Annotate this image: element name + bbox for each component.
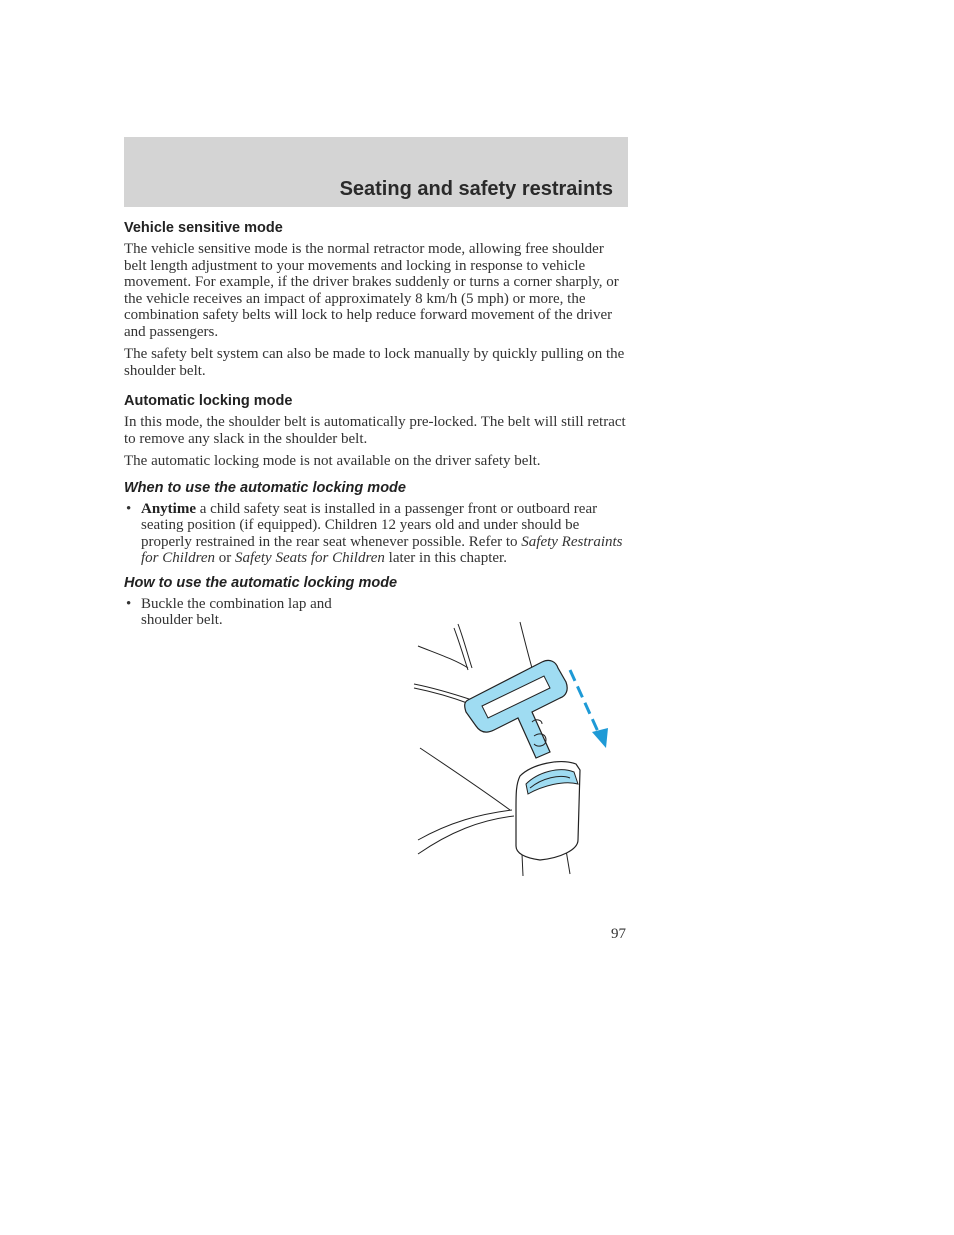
automatic-locking-paragraph-1: In this mode, the shoulder belt is automatically pre-locked. The belt will still retract to remove any slack in the shoulder belt. [124,414,626,447]
vehicle-sensitive-paragraph-1: The vehicle sensitive mode is the normal retractor mode, allowing free shoulder belt length adjustment to your movements and locking in response to vehicle movement. For example, if the driver brakes suddenly or turns a corner sharply, or the vehicle receives an impact of approximately 8 km/h (5 mph) or more, the combination safety belts will lock to help reduce forward movement of the driver and passengers. [124,241,619,340]
buckle-tongue [465,660,567,758]
page-number: 97 [611,926,626,942]
vehicle-sensitive-paragraph-2: The safety belt system can also be made to lock manually by quickly pulling on the shoulder belt. [124,346,625,379]
seatbelt-buckle-icon [410,618,620,880]
header-band [124,137,628,207]
when-to-use-heading: When to use the automatic locking mode [124,479,406,496]
anytime-label: Anytime [141,500,196,517]
list-item [124,596,371,629]
bullet-marker: • [126,500,132,517]
how-to-use-heading: How to use the automatic locking mode [124,574,398,591]
vehicle-sensitive-heading: Vehicle sensitive mode [124,220,283,236]
item-text: Buckle the combination lap and shoulder belt. [141,595,332,628]
when-to-use-list [124,501,630,567]
buckle-illustration [410,618,620,880]
automatic-locking-paragraph-2: The automatic locking mode is not available on the driver safety belt. [124,453,541,469]
reference-restraints-children: Safety Restraints for Children [141,533,623,566]
item-text: or [215,550,236,566]
item-text: later in this chapter. [384,550,507,566]
pull-direction-arrow [570,670,600,736]
bullet-marker: • [126,595,132,612]
reference-safety-seats-children: Safety Seats for Children [235,550,385,566]
content [124,220,630,637]
arrow-head-icon [592,728,608,748]
list-item [124,501,630,567]
automatic-locking-heading: Automatic locking mode [124,393,293,409]
page-title: Seating and safety restraints [339,178,613,200]
item-text: a child safety seat is installed in a passenger front or outboard rear seating position (if equipped). Children 12 years old and under should be properly restrained in the rear seat whenever possible. Refer to [141,500,598,550]
